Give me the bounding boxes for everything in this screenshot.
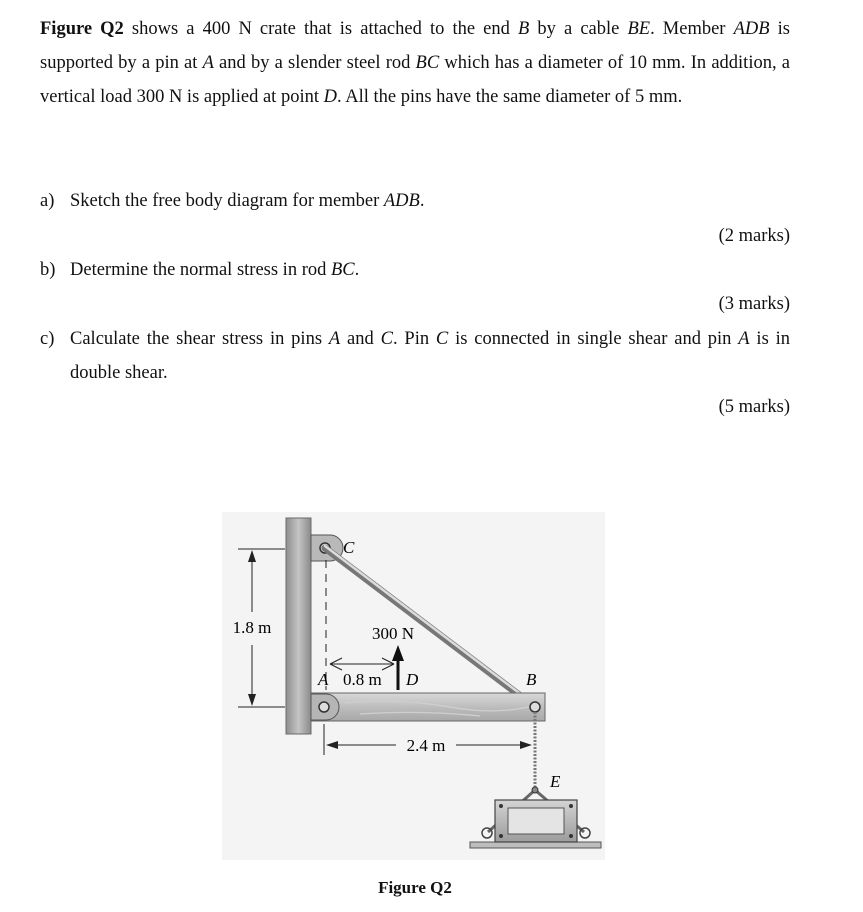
question-label: a) — [40, 191, 55, 211]
crate-panel — [508, 808, 564, 834]
member-adb-ref: ADB — [733, 19, 770, 39]
bolt — [499, 804, 503, 808]
dim-ab-label: 2.4 m — [406, 736, 446, 755]
marks-c: (5 marks) — [718, 397, 790, 417]
pin-a — [319, 702, 329, 712]
figure-caption: Figure Q2 — [378, 878, 452, 897]
load-label: 300 N — [371, 624, 415, 643]
bolt — [499, 834, 503, 838]
label-c: C — [343, 538, 355, 557]
intro-text: is supported by a pin at — [40, 19, 790, 74]
label-e: E — [550, 772, 561, 791]
rod-bc-ref: BC — [415, 53, 440, 74]
question-text: Determine the normal stress in rod BC. — [70, 260, 360, 280]
beam-adb — [311, 693, 545, 721]
label-a: A — [318, 670, 329, 689]
intro-text: . All the pins have the same diameter of 5 mm. — [336, 87, 683, 108]
question-label: b) — [40, 260, 56, 280]
marks-b: (3 marks) — [718, 294, 790, 314]
dim-ad-label: 0.8 m — [343, 670, 382, 689]
intro-text: and by a slender steel rod — [213, 53, 416, 74]
marks-a: (2 marks) — [718, 226, 790, 246]
crate-base — [470, 842, 601, 848]
pin-a-ref: A — [202, 53, 214, 74]
cable-be-ref: BE — [627, 19, 651, 39]
label-b: B — [526, 670, 537, 689]
wall — [286, 518, 311, 734]
point-e — [532, 787, 538, 793]
pin-b — [530, 702, 540, 712]
intro-text: . Member — [650, 19, 734, 39]
bolt — [569, 804, 573, 808]
intro-text: by a cable — [529, 19, 628, 39]
intro-text: shows a 400 N crate that is attached to the end — [123, 19, 518, 39]
question-label: c) — [40, 329, 55, 349]
figure-reference: Figure Q2 — [40, 19, 124, 39]
bolt — [569, 834, 573, 838]
question-text: Calculate the shear stress in pins A and C. Pin C is connected in single shear and pin A is in double shear. — [70, 329, 791, 384]
question-text: Sketch the free body diagram for member ADB. — [70, 191, 425, 211]
dim-height-label: 1.8 m — [232, 618, 272, 637]
point-b-ref: B — [517, 19, 530, 39]
label-d: D — [406, 670, 419, 689]
point-d-ref: D — [323, 87, 337, 108]
intro-text: which has a diameter of 10 mm. In addition, a vertical load 300 N is applied at point — [40, 53, 790, 108]
